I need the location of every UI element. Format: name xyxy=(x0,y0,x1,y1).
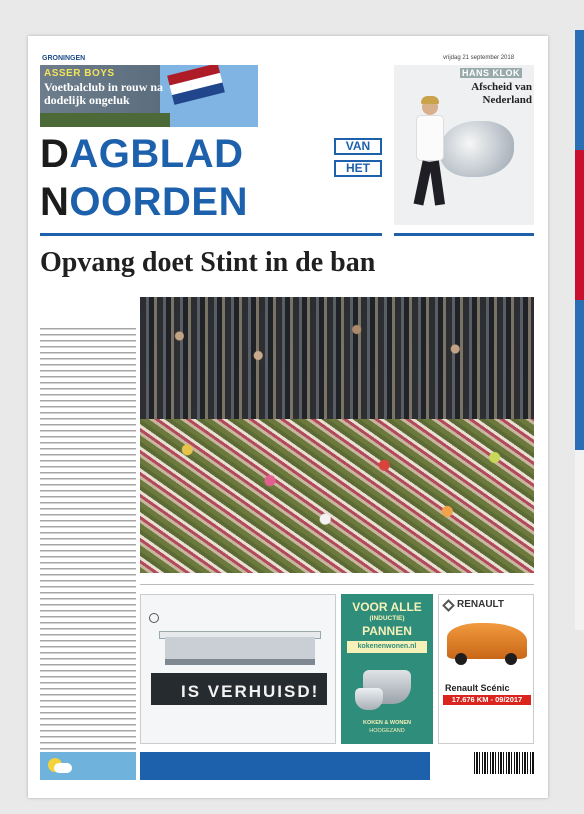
inside-teasers[interactable] xyxy=(140,752,430,780)
masthead-line-1 xyxy=(40,134,370,174)
region-label: GRONINGEN xyxy=(42,55,86,62)
masthead-word: OORDEN xyxy=(69,180,248,224)
article-body-text xyxy=(40,328,136,763)
promo-photo-field xyxy=(40,113,170,127)
masthead-initial: D xyxy=(40,132,70,176)
ad-store-name: KOKEN & WONEN xyxy=(363,720,411,726)
ad-building xyxy=(165,637,315,665)
ad-banner-title: IS VERHUISD! xyxy=(181,682,320,701)
renault-diamond-icon xyxy=(442,599,455,612)
barcode xyxy=(474,752,534,774)
masthead-het: HET xyxy=(334,160,382,177)
promo-title: Voetbalclub in rouw na dodelijk ongeluk xyxy=(44,80,164,107)
ad-website[interactable]: kokenenwonen.nl xyxy=(347,641,427,653)
ad-banner xyxy=(151,673,327,705)
car-wheel xyxy=(505,653,517,665)
weather-box[interactable] xyxy=(40,752,136,780)
masthead-line-2 xyxy=(40,182,370,222)
ad-koken-wonen[interactable] xyxy=(341,594,433,744)
ad-renault[interactable] xyxy=(438,594,534,744)
cloud-icon xyxy=(54,763,72,773)
ad-model: Renault Scénic xyxy=(445,683,510,693)
photo-crowd xyxy=(140,297,534,427)
promo-title: Afscheid van Nederland xyxy=(471,81,532,106)
ad-line: (INDUCTIE) xyxy=(369,615,405,622)
footer-bar xyxy=(40,752,534,780)
main-headline[interactable]: Opvang doet Stint in de ban xyxy=(40,247,376,278)
magician-leg xyxy=(429,161,445,206)
promo-asser-boys[interactable] xyxy=(40,65,258,127)
ad-line: VOOR ALLE xyxy=(352,600,422,614)
adjacent-page-edge xyxy=(575,30,584,630)
ad-separator xyxy=(140,584,534,585)
ad-relocation[interactable] xyxy=(140,594,336,744)
ad-offer: 17.676 KM - 09/2017 xyxy=(443,695,531,705)
car-wheel xyxy=(455,653,467,665)
ad-brand: RENAULT xyxy=(457,599,505,610)
masthead-van: VAN xyxy=(334,138,382,155)
promo-kicker: ASSER BOYS xyxy=(44,68,115,79)
masthead-rule xyxy=(40,233,382,236)
promo-kicker: HANS KLOK xyxy=(462,68,520,78)
brand-logo-icon xyxy=(149,613,159,623)
main-photo[interactable] xyxy=(140,297,534,573)
pan-icon xyxy=(355,688,383,710)
masthead-rule xyxy=(394,233,534,236)
magician-figure xyxy=(416,115,444,161)
issue-date: vrijdag 21 september 2018 xyxy=(443,55,515,61)
photo-flowers xyxy=(140,419,534,573)
ad-line: PANNEN xyxy=(362,624,412,638)
newspaper-front-page xyxy=(28,36,548,798)
ad-store-city: HOOGEZAND xyxy=(369,728,405,734)
magician-hair xyxy=(421,96,439,104)
magician-cape-image xyxy=(440,121,514,177)
masthead-word: AGBLAD xyxy=(69,132,244,176)
promo-hans-klok[interactable] xyxy=(394,65,534,225)
masthead-initial: N xyxy=(40,180,70,224)
